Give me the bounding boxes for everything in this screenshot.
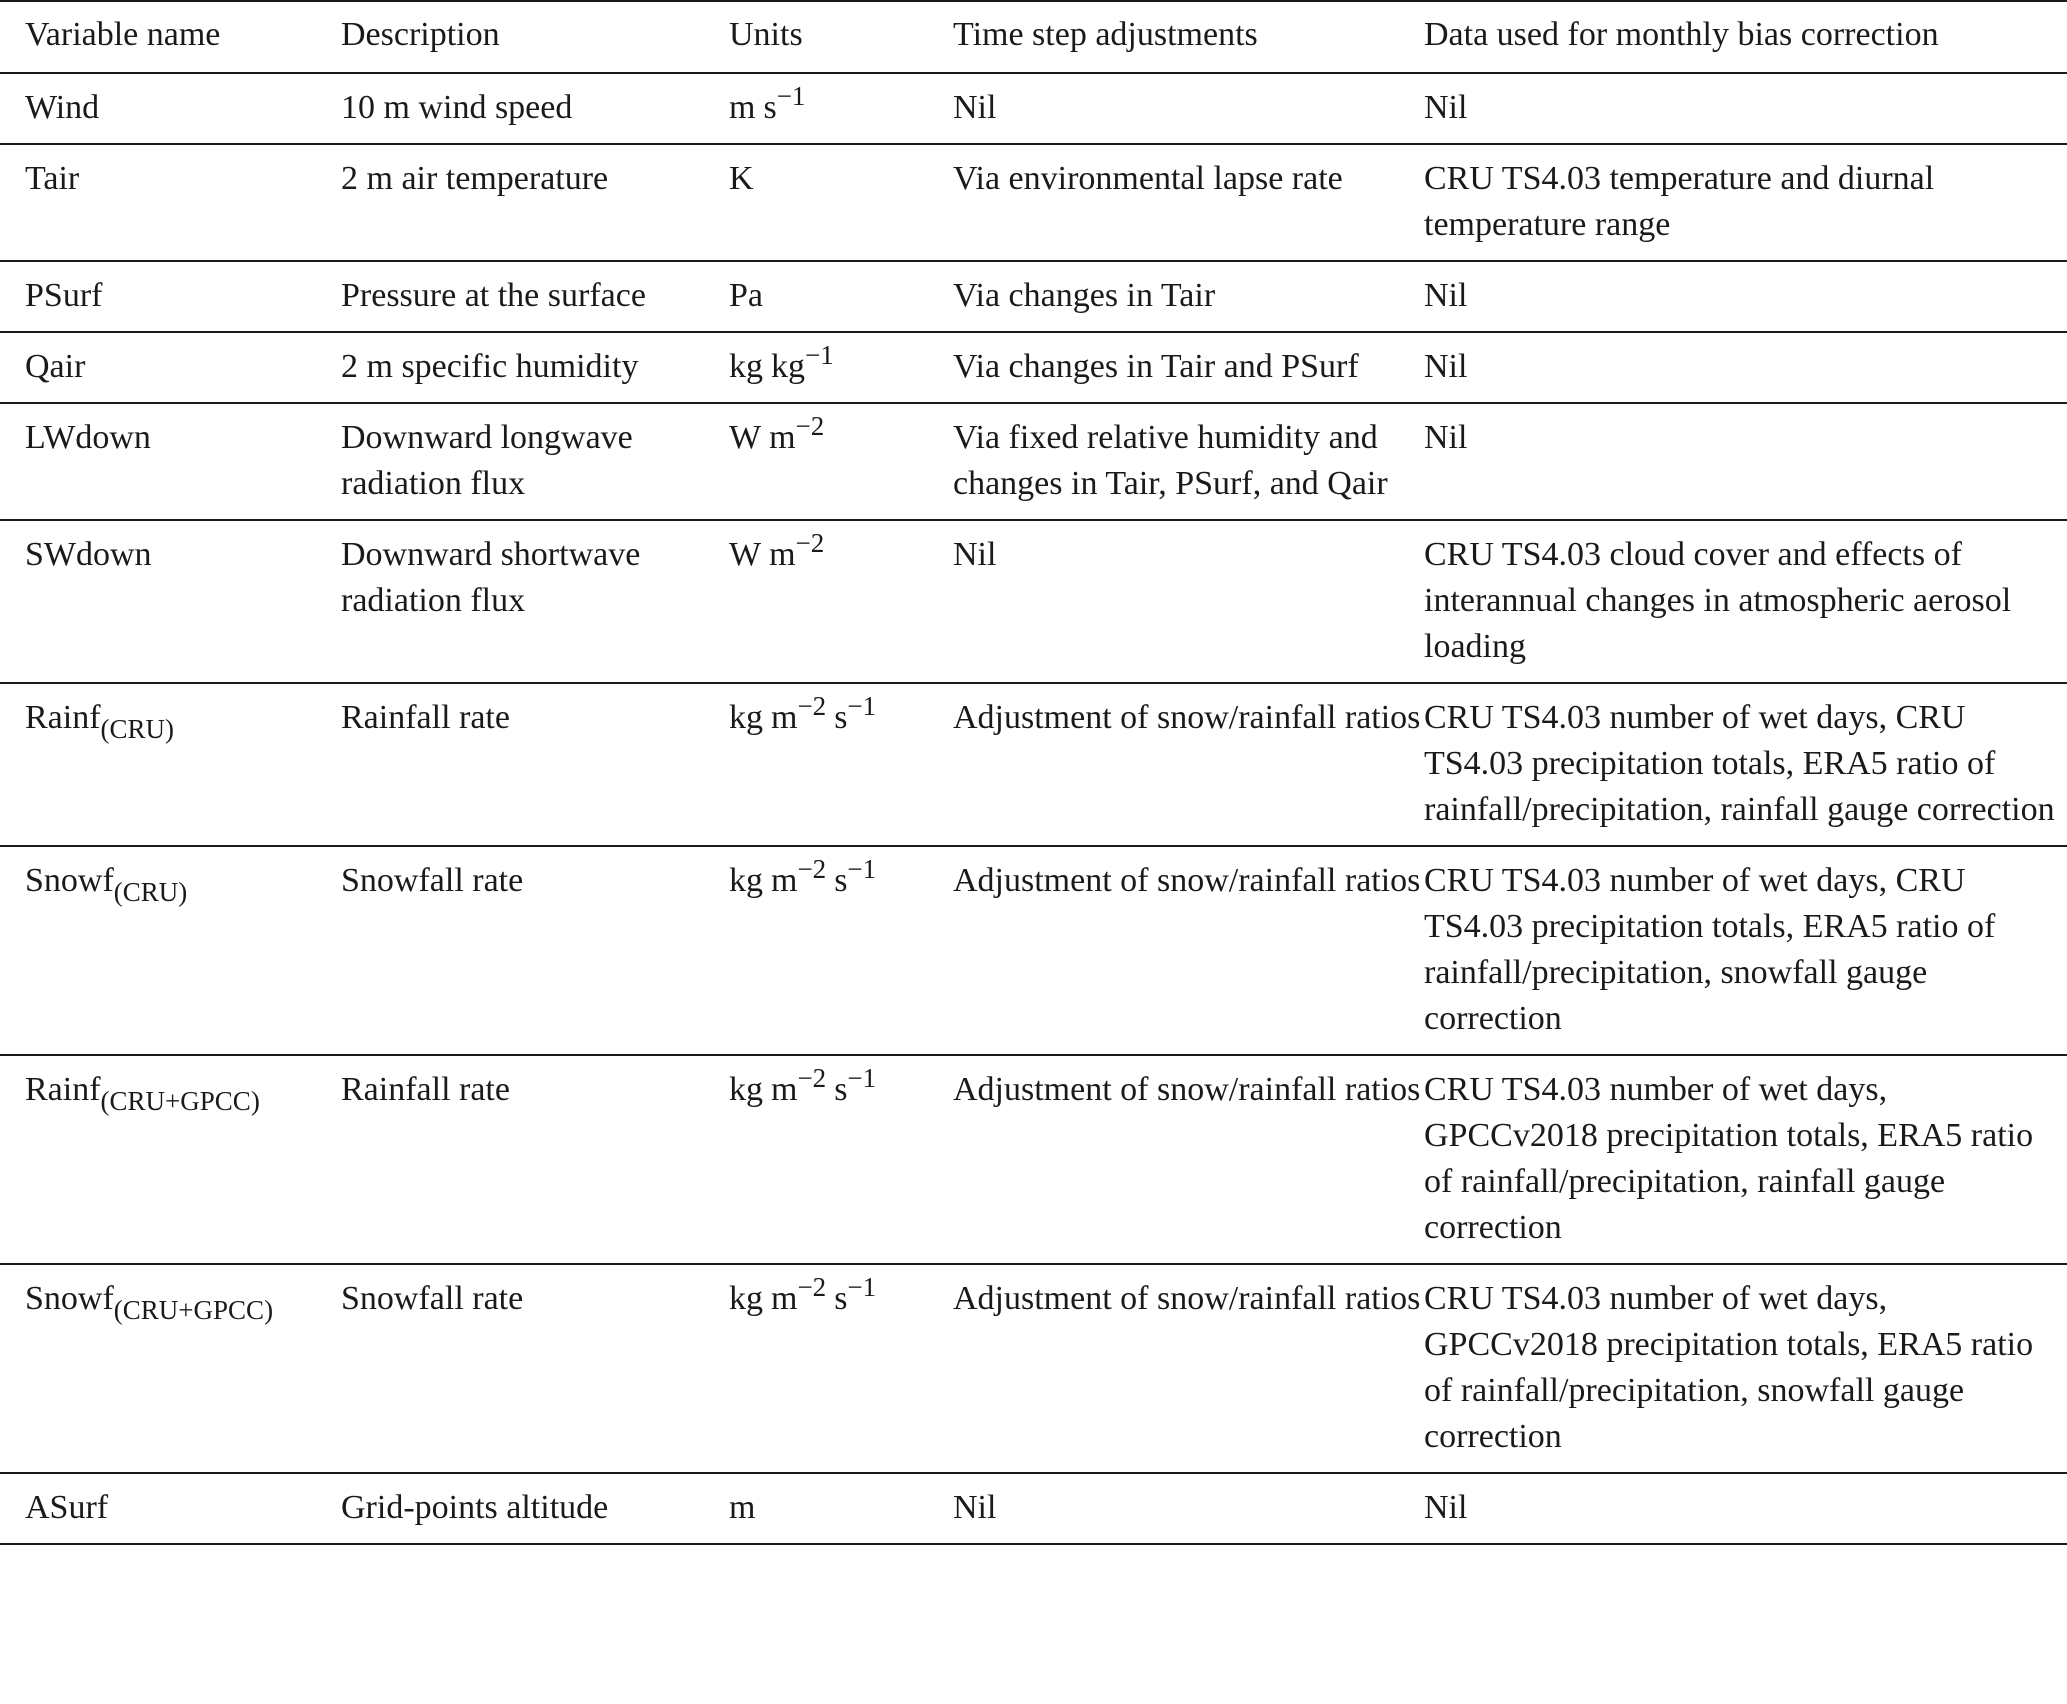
variable-subscript: (CRU) xyxy=(100,714,175,744)
cell-units xyxy=(729,1473,953,1544)
table-row xyxy=(0,332,2067,403)
unit-symbol: Pa xyxy=(729,277,763,314)
table-row xyxy=(0,144,2067,261)
cell-units xyxy=(729,261,953,332)
cell-units xyxy=(729,846,953,1055)
cell-description: Rainfall rate xyxy=(341,1055,729,1264)
cell-time-step-adjustments: Via changes in Tair xyxy=(953,261,1424,332)
unit-token xyxy=(771,1063,827,1108)
header-description: Description xyxy=(341,1,729,73)
cell-units xyxy=(729,73,953,144)
cell-bias-correction-data: CRU TS4.03 number of wet days, GPCCv2018 precipitation totals, ERA5 ratio of rainfall/precipitation, rainfall gauge correction xyxy=(1424,1055,2067,1264)
unit-token xyxy=(729,862,763,899)
variable-base: Wind xyxy=(25,89,100,126)
unit-symbol: W xyxy=(729,419,762,456)
cell-variable-name xyxy=(0,332,341,403)
cell-time-step-adjustments: Nil xyxy=(953,73,1424,144)
table-header-row xyxy=(0,1,2067,73)
cell-variable-name xyxy=(0,73,341,144)
unit-exponent: −2 xyxy=(797,691,827,721)
cell-bias-correction-data: CRU TS4.03 number of wet days, GPCCv2018 precipitation totals, ERA5 ratio of rainfall/precipitation, snowfall gauge correction xyxy=(1424,1264,2067,1473)
unit-token xyxy=(729,89,755,126)
header-time-step-adjustments: Time step adjustments xyxy=(953,1,1424,73)
table-row xyxy=(0,683,2067,846)
unit-symbol: s xyxy=(834,699,848,736)
variable-base: Snowf xyxy=(25,1280,114,1317)
cell-variable-name xyxy=(0,261,341,332)
unit-symbol: kg xyxy=(729,1280,763,1317)
variable-base: Snowf xyxy=(25,862,114,899)
cell-description: Snowfall rate xyxy=(341,846,729,1055)
unit-token xyxy=(834,1272,877,1317)
table-row xyxy=(0,403,2067,520)
unit-token xyxy=(729,699,763,736)
cell-variable-name xyxy=(0,1473,341,1544)
unit-token xyxy=(729,419,761,456)
variable-base: Tair xyxy=(25,160,80,197)
cell-units xyxy=(729,1264,953,1473)
unit-symbol: kg xyxy=(729,862,763,899)
cell-description: Downward longwave radiation flux xyxy=(341,403,729,520)
cell-bias-correction-data: Nil xyxy=(1424,332,2067,403)
variable-base: PSurf xyxy=(25,277,103,314)
unit-token xyxy=(769,411,825,456)
cell-variable-name xyxy=(0,1264,341,1473)
cell-variable-name xyxy=(0,144,341,261)
unit-exponent: −1 xyxy=(847,854,877,884)
unit-token xyxy=(834,691,877,736)
cell-description: Pressure at the surface xyxy=(341,261,729,332)
unit-symbol: K xyxy=(729,160,754,197)
table-row xyxy=(0,1473,2067,1544)
cell-variable-name xyxy=(0,403,341,520)
cell-description: Downward shortwave radiation flux xyxy=(341,520,729,683)
cell-time-step-adjustments: Adjustment of snow/rainfall ratios xyxy=(953,683,1424,846)
unit-symbol: m xyxy=(771,699,798,736)
unit-token xyxy=(729,160,754,197)
unit-token xyxy=(834,854,877,899)
unit-symbol: s xyxy=(834,1280,848,1317)
cell-units xyxy=(729,403,953,520)
cell-description: 2 m specific humidity xyxy=(341,332,729,403)
cell-description: Grid-points altitude xyxy=(341,1473,729,1544)
unit-exponent: −1 xyxy=(847,691,877,721)
unit-token xyxy=(729,1071,763,1108)
unit-symbol: kg xyxy=(729,699,763,736)
cell-variable-name xyxy=(0,1055,341,1264)
header-bias-correction-data: Data used for monthly bias correction xyxy=(1424,1,2067,73)
unit-symbol: m xyxy=(729,1489,756,1526)
cell-bias-correction-data: Nil xyxy=(1424,403,2067,520)
unit-exponent: −2 xyxy=(797,854,827,884)
cell-variable-name xyxy=(0,683,341,846)
unit-symbol: W xyxy=(729,536,762,573)
cell-description: 2 m air temperature xyxy=(341,144,729,261)
unit-token xyxy=(729,277,763,314)
table-row xyxy=(0,520,2067,683)
unit-token xyxy=(771,854,827,899)
unit-symbol: kg xyxy=(729,348,763,385)
table-row xyxy=(0,1264,2067,1473)
unit-token xyxy=(729,536,761,573)
cell-bias-correction-data: Nil xyxy=(1424,73,2067,144)
cell-time-step-adjustments: Via fixed relative humidity and changes in Tair, PSurf, and Qair xyxy=(953,403,1424,520)
unit-token xyxy=(771,691,827,736)
unit-symbol: m xyxy=(729,89,756,126)
unit-token xyxy=(729,1280,763,1317)
cell-bias-correction-data: CRU TS4.03 temperature and diurnal temperature range xyxy=(1424,144,2067,261)
cell-time-step-adjustments: Via environmental lapse rate xyxy=(953,144,1424,261)
header-variable-name: Variable name xyxy=(0,1,341,73)
table-row xyxy=(0,846,2067,1055)
cell-bias-correction-data: Nil xyxy=(1424,1473,2067,1544)
unit-exponent: −1 xyxy=(776,81,806,111)
unit-symbol: s xyxy=(834,862,848,899)
unit-token xyxy=(834,1063,877,1108)
cell-units xyxy=(729,520,953,683)
unit-exponent: −2 xyxy=(795,528,825,558)
cell-bias-correction-data: CRU TS4.03 cloud cover and effects of interannual changes in atmospheric aerosol loading xyxy=(1424,520,2067,683)
unit-symbol: kg xyxy=(729,1071,763,1108)
unit-exponent: −1 xyxy=(805,340,834,370)
unit-symbol: s xyxy=(834,1071,848,1108)
variable-base: Qair xyxy=(25,348,86,385)
variable-base: Rainf xyxy=(25,699,101,736)
cell-bias-correction-data: Nil xyxy=(1424,261,2067,332)
variable-base: ASurf xyxy=(25,1489,109,1526)
cell-description: Rainfall rate xyxy=(341,683,729,846)
unit-token xyxy=(729,1489,755,1526)
unit-exponent: −1 xyxy=(847,1063,877,1093)
variable-subscript: (CRU+GPCC) xyxy=(113,1295,274,1325)
header-units: Units xyxy=(729,1,953,73)
unit-exponent: −2 xyxy=(797,1272,827,1302)
variable-subscript: (CRU) xyxy=(113,877,188,907)
cell-time-step-adjustments: Via changes in Tair and PSurf xyxy=(953,332,1424,403)
unit-symbol: m xyxy=(771,1071,798,1108)
table-body xyxy=(0,73,2067,1544)
unit-token xyxy=(763,81,806,126)
cell-time-step-adjustments: Adjustment of snow/rainfall ratios xyxy=(953,1055,1424,1264)
unit-token xyxy=(729,348,763,385)
variable-base: SWdown xyxy=(25,536,152,573)
unit-symbol: s xyxy=(763,89,777,126)
variable-subscript: (CRU+GPCC) xyxy=(100,1086,260,1116)
variable-base: Rainf xyxy=(25,1071,101,1108)
unit-exponent: −2 xyxy=(797,1063,827,1093)
cell-units xyxy=(729,144,953,261)
unit-symbol: m xyxy=(771,862,798,899)
cell-units xyxy=(729,683,953,846)
cell-variable-name xyxy=(0,520,341,683)
unit-symbol: m xyxy=(769,536,796,573)
unit-symbol: m xyxy=(769,419,796,456)
unit-token xyxy=(771,340,834,385)
variable-base: LWdown xyxy=(25,419,151,456)
cell-units xyxy=(729,332,953,403)
unit-token xyxy=(771,1272,827,1317)
unit-exponent: −2 xyxy=(795,411,825,441)
cell-time-step-adjustments: Adjustment of snow/rainfall ratios xyxy=(953,846,1424,1055)
unit-symbol: m xyxy=(771,1280,798,1317)
cell-bias-correction-data: CRU TS4.03 number of wet days, CRU TS4.03 precipitation totals, ERA5 ratio of rainfall/precipitation, snowfall gauge correction xyxy=(1424,846,2067,1055)
table-row xyxy=(0,1055,2067,1264)
cell-bias-correction-data: CRU TS4.03 number of wet days, CRU TS4.03 precipitation totals, ERA5 ratio of rainfall/precipitation, rainfall gauge correction xyxy=(1424,683,2067,846)
cell-units xyxy=(729,1055,953,1264)
cell-time-step-adjustments: Adjustment of snow/rainfall ratios xyxy=(953,1264,1424,1473)
unit-token xyxy=(769,528,825,573)
cell-description: 10 m wind speed xyxy=(341,73,729,144)
cell-time-step-adjustments: Nil xyxy=(953,520,1424,683)
unit-exponent: −1 xyxy=(847,1272,877,1302)
table-row xyxy=(0,73,2067,144)
cell-variable-name xyxy=(0,846,341,1055)
cell-time-step-adjustments: Nil xyxy=(953,1473,1424,1544)
table-row xyxy=(0,261,2067,332)
cell-description: Snowfall rate xyxy=(341,1264,729,1473)
unit-symbol: kg xyxy=(771,348,805,385)
